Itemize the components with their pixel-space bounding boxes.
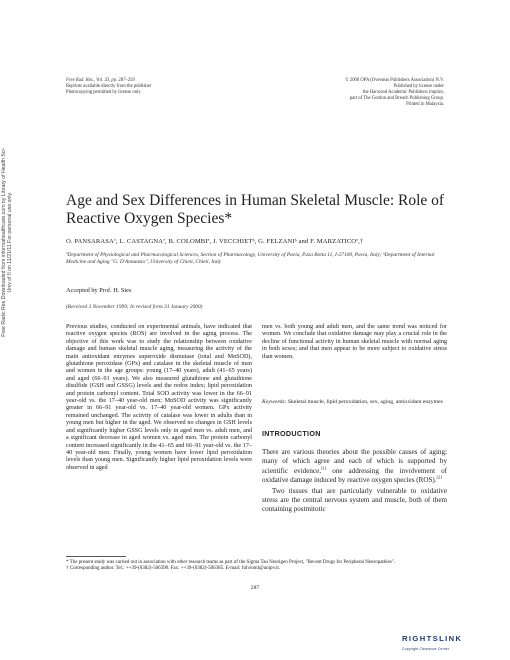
header-right-line: Published by license under xyxy=(393,84,444,89)
intro-paragraph xyxy=(262,448,447,486)
introduction-body xyxy=(262,448,447,515)
header-right-line: © 2000 OPA (Overseas Publishers Association) N.V. xyxy=(345,78,444,83)
header-left-line: Free Rad. Res., Vol. 33, pp. 287–293 xyxy=(66,78,135,83)
header-right-line: the Harwood Academic Publishers imprint, xyxy=(362,90,444,95)
header-left-line: Reprints available directly from the publisher xyxy=(66,84,152,89)
header-right-line: part of The Gordon and Breach Publishing Group. xyxy=(349,96,444,101)
intro-text: There are various theories about the possible causes of aging; many of which agree and each of which is supported by scientific evidence, xyxy=(262,448,447,475)
article-title: Age and Sex Differences in Human Skeletal Muscle: Role of Reactive Oxygen Species* xyxy=(66,192,445,227)
abstract-right-column: men vs. both young and adult men, and the same trend was noticed for women. We conclude that oxidative damage may play a crucial role in the decline of functional activity in human skeletal muscle with normal aging in both sexes; and that men appear to be more subject to oxidative stress than women. xyxy=(262,324,447,360)
keywords-list: Skeletal muscle, lipid peroxidation, sex, aging, antioxidant enzymes xyxy=(287,399,443,405)
intro-text: one addressing the involvement of oxidative damage induced by reactive oxygen species (ROS). xyxy=(262,466,447,485)
abstract-left-column: Previous studies, conducted on experimental animals, have indicated that reactive oxygen species (ROS) are involved in the aging process. The objective of this work was to study the relationship between oxidative damage and human skeletal muscle aging, measuring the activity of the main antioxidant enzymes superoxide dismutase (total and MnSOD), glutathione peroxidase (GPx) and catalase in the skeletal muscle of men and women in the age groups: young (17–40 years), adult (41–65 years) and aged (66–91 years). We also measured glutathione and glutathione disulfide (GSH and GSSG) levels and the redox index; lipid peroxidation and protein carbonyl content. Total SOD activity was lower in the 66–91 year-old vs. the 17–40 year-old men; MnSOD activity was significantly greater in 66–91 year-old vs. 17–40 year-old women. GPx activity remained unchanged. The activity of catalase was lower in adults than in young men but higher in the aged. We observed no changes in GSH levels and significantly higher GSSG levels only in aged men vs. adult men, and a significant decrease in aged women vs. aged men. The protein carbonyl content increased significantly in the 41–65 and 66–91 year-old vs. the 17–40 year-old men. Finally, young women have lower lipid peroxidation levels than young men. Significantly higher lipid peroxidation levels were observed in aged xyxy=(66,324,252,471)
logo-text: RIGHTSLINK xyxy=(402,634,463,643)
publisher-header xyxy=(286,78,444,108)
section-heading-introduction: INTRODUCTION xyxy=(262,429,321,438)
keywords xyxy=(262,399,447,406)
logo-subtext: Copyright Clearance Center xyxy=(402,647,450,651)
author-affiliations: ªDepartment of Physiological and Pharmacological Sciences, Section of Pharmacology, University of Pavia, P.zza Botta 11, I-27100, Pavia, Italy; ᵇDepartment of Internal Medicine and Aging "G. D'Annunzio", University of Chieti, Chieti, Italy xyxy=(66,252,435,265)
keywords-label: Keywords: xyxy=(262,399,287,405)
footnote: † Corresponding author. Tel.: ++39-(0382)-506390. Fax: ++39-(0382)-506385. E-mail: fulvioml@unipv.it. xyxy=(66,566,280,572)
accepted-by: Accepted by Prof. H. Sies xyxy=(66,287,132,294)
received-dates: (Received 3 November 1999; In revised form 31 January 2000) xyxy=(66,304,203,310)
footnote-rule xyxy=(66,556,126,557)
footnotes xyxy=(66,560,448,573)
citation-ref[interactable]: [1] xyxy=(321,465,327,471)
author-list: O. PANSARASAª, L. CASTAGNAª, B. COLOMBIª, J. VECCHIETᵇ, G. FELZANIᵇ and F. MARZATICOª,† xyxy=(66,238,364,245)
intro-paragraph: Two tissues that are particularly vulnerable to oxidative stress are the central nervous system and muscle, both of them containing postmitotic xyxy=(262,486,447,514)
footnote: * The present study was carried out in association with other research teams as part of the Sigma Tau Neurigen Project, "Recent Drugs for Peripheral Neuropathies". xyxy=(66,560,396,565)
page-number: 287 xyxy=(250,585,260,591)
journal-citation-header xyxy=(66,78,256,96)
header-left-line: Photocopying permitted by license only xyxy=(66,90,141,95)
rightslink-logo[interactable] xyxy=(402,628,492,651)
citation-ref[interactable]: [2] xyxy=(436,474,442,480)
download-side-note: Free Radic Res Downloaded from informahealthcare.com by Library of Health Sci-Univ of Il on 11/21/11 For personal use only. xyxy=(0,147,13,337)
header-right-line: Printed in Malaysia. xyxy=(406,102,444,107)
